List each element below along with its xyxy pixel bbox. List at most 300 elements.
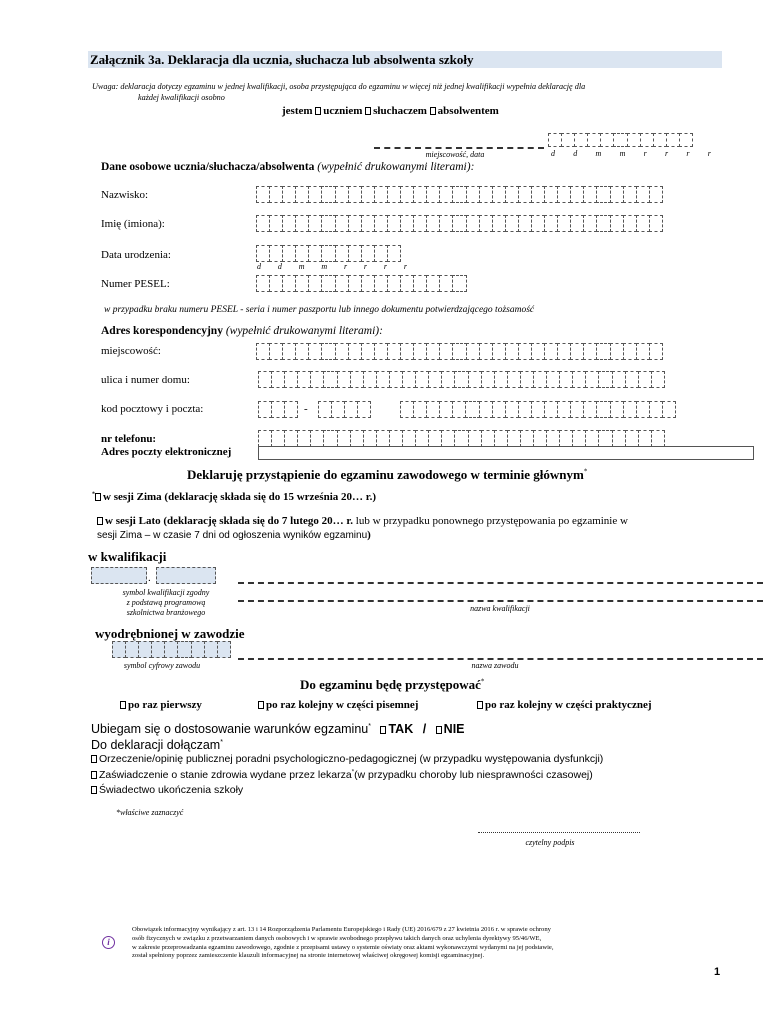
input-cell[interactable] (400, 215, 414, 232)
input-cell[interactable] (649, 215, 663, 232)
input-cell[interactable] (426, 401, 440, 418)
attachment-2: Zaświadczenie o stanie zdrowia wydane przez lekarza*(w przypadku choroby lub niesprawności czasowej) (91, 769, 593, 781)
postal-separator: - (304, 403, 308, 415)
input-cell[interactable] (413, 186, 427, 203)
input-cell[interactable] (466, 215, 480, 232)
profession-symbol-label: symbol cyfrowy zawodu (123, 661, 201, 670)
input-cell[interactable] (570, 186, 584, 203)
input-cell[interactable] (308, 245, 322, 262)
input-cell[interactable] (258, 430, 272, 447)
input-cell[interactable] (466, 186, 480, 203)
pesel-note: w przypadku braku numeru PESEL - seria i numer paszportu lub innego dokumentu potwierdzającego tożsamość (104, 305, 535, 315)
postal-code-part2[interactable] (318, 401, 370, 418)
input-cell[interactable] (479, 215, 493, 232)
input-cell[interactable] (481, 430, 495, 447)
attachment-1: Orzeczenie/opinię publicznej poradni psychologiczno-pedagogicznej (w przypadku występowania dysfunkcji) (91, 753, 603, 765)
post-office-input[interactable] (400, 401, 675, 418)
input-cell[interactable] (282, 245, 296, 262)
input-cell[interactable] (651, 430, 665, 447)
input-cell[interactable] (492, 343, 506, 360)
input-cell[interactable] (387, 275, 401, 292)
input-cell[interactable] (310, 430, 324, 447)
input-cell[interactable] (531, 186, 545, 203)
signature-label: czytelny podpis (525, 838, 575, 847)
note-line-2: każdej kwalifikacji osobno (138, 93, 225, 102)
qual-name-label: nazwa kwalifikacji (470, 604, 530, 613)
input-cell[interactable] (295, 275, 309, 292)
input-cell[interactable] (625, 371, 639, 388)
input-cell[interactable] (318, 401, 332, 418)
input-cell[interactable] (284, 401, 298, 418)
input-cell[interactable] (376, 371, 390, 388)
input-cell[interactable] (625, 430, 639, 447)
input-cell[interactable] (337, 371, 351, 388)
birth-label: Data urodzenia: (101, 249, 171, 261)
birth-letters: d d m m r r r r (257, 262, 407, 271)
input-cell[interactable] (452, 275, 466, 292)
checkbox-practical[interactable] (477, 701, 483, 709)
input-cell[interactable] (361, 245, 375, 262)
input-cell[interactable] (452, 401, 466, 418)
input-cell[interactable] (585, 371, 599, 388)
input-cell[interactable] (559, 371, 573, 388)
exam-option-written: po raz kolejny w części pisemnej (258, 699, 418, 711)
exam-heading: Do egzaminu będę przystępować* (300, 677, 485, 692)
input-cell[interactable] (335, 275, 349, 292)
input-cell[interactable] (256, 186, 270, 203)
checkbox-winter[interactable] (95, 493, 101, 501)
input-cell[interactable] (357, 401, 371, 418)
profession-symbol-input[interactable] (112, 641, 230, 658)
input-cell[interactable] (441, 430, 455, 447)
input-cell[interactable] (413, 275, 427, 292)
input-cell[interactable] (256, 343, 270, 360)
input-cell[interactable] (570, 215, 584, 232)
input-cell[interactable] (295, 186, 309, 203)
status-graduate: absolwentem (437, 105, 499, 117)
input-cell[interactable] (297, 371, 311, 388)
qual-symbol-box1[interactable] (91, 567, 147, 584)
input-cell[interactable] (164, 641, 178, 658)
input-cell[interactable] (363, 371, 377, 388)
checkbox-student[interactable] (315, 107, 321, 115)
address-header: Adres korespondencyjny (wypełnić drukowanymi literami): (101, 325, 383, 337)
input-cell[interactable] (282, 275, 296, 292)
input-cell[interactable] (389, 430, 403, 447)
input-cell[interactable] (323, 371, 337, 388)
input-cell[interactable] (426, 343, 440, 360)
input-cell[interactable] (269, 186, 283, 203)
email-label: Adres poczty elektronicznej (101, 446, 232, 458)
input-cell[interactable] (344, 401, 358, 418)
checkbox-summer[interactable] (97, 517, 103, 525)
input-cell[interactable] (544, 186, 558, 203)
status-student: uczniem (323, 105, 363, 117)
input-cell[interactable] (598, 371, 612, 388)
input-cell[interactable] (112, 641, 126, 658)
qual-name-line2[interactable] (238, 600, 763, 602)
input-cell[interactable] (284, 371, 298, 388)
input-cell[interactable] (308, 215, 322, 232)
checkbox-adjust-yes[interactable] (380, 726, 386, 734)
input-cell[interactable] (452, 215, 466, 232)
input-cell[interactable] (559, 430, 573, 447)
input-cell[interactable] (177, 641, 191, 658)
input-cell[interactable] (335, 215, 349, 232)
input-cell[interactable] (256, 215, 270, 232)
input-cell[interactable] (636, 401, 650, 418)
input-cell[interactable] (623, 215, 637, 232)
input-cell[interactable] (636, 343, 650, 360)
qual-symbol-label: symbol kwalifikacji zgodny z podstawą programową szkolnictwa branżowego (122, 588, 210, 617)
input-cell[interactable] (361, 275, 375, 292)
input-cell[interactable] (583, 343, 597, 360)
input-cell[interactable] (596, 401, 610, 418)
input-cell[interactable] (125, 641, 139, 658)
input-cell[interactable] (479, 401, 493, 418)
input-cell[interactable] (374, 275, 388, 292)
phone-label: nr telefonu: (101, 433, 157, 445)
input-cell[interactable] (191, 641, 205, 658)
checkbox-first[interactable] (120, 701, 126, 709)
email-input[interactable] (258, 446, 754, 460)
input-cell[interactable] (507, 430, 521, 447)
pesel-label: Numer PESEL: (101, 278, 170, 290)
input-cell[interactable] (662, 401, 676, 418)
input-cell[interactable] (479, 186, 493, 203)
input-cell[interactable] (271, 430, 285, 447)
input-cell[interactable] (217, 641, 231, 658)
session-summer-line2: sesji Zima – w czasie 7 dni od ogłoszenia wyników egzaminu) (97, 529, 371, 541)
qual-dot: . (148, 572, 151, 584)
qual-name-line1[interactable] (238, 582, 763, 584)
input-cell[interactable] (585, 430, 599, 447)
input-cell[interactable] (387, 215, 401, 232)
input-cell[interactable] (531, 343, 545, 360)
input-cell[interactable] (256, 245, 270, 262)
input-cell[interactable] (151, 641, 165, 658)
input-cell[interactable] (439, 343, 453, 360)
date-letters: d d m m r r r r (551, 149, 711, 158)
personal-header: Dane osobowe ucznia/słuchacza/absolwenta (wypełnić drukowanymi literami): (101, 161, 475, 173)
input-cell[interactable] (651, 371, 665, 388)
input-cell[interactable] (649, 186, 663, 203)
input-cell[interactable] (321, 343, 335, 360)
postal-code-part1[interactable] (258, 401, 297, 418)
input-cell[interactable] (520, 430, 534, 447)
postal-label: kod pocztowy i poczta: (101, 403, 204, 415)
input-cell[interactable] (413, 343, 427, 360)
input-cell[interactable] (439, 401, 453, 418)
exam-option-practical: po raz kolejny w części praktycznej (477, 699, 652, 711)
input-cell[interactable] (518, 186, 532, 203)
input-cell[interactable] (518, 215, 532, 232)
input-cell[interactable] (258, 401, 272, 418)
input-cell[interactable] (415, 371, 429, 388)
input-cell[interactable] (610, 186, 624, 203)
input-cell[interactable] (452, 186, 466, 203)
input-cell[interactable] (258, 371, 272, 388)
input-cell[interactable] (374, 215, 388, 232)
input-cell[interactable] (557, 343, 571, 360)
input-cell[interactable] (479, 343, 493, 360)
note-line-1: Uwaga: deklaracja dotyczy egzaminu w jednej kwalifikacji, osoba przystępująca do egzaminu w więcej niż jednej kwalifikacji wypełnia deklarację dla (92, 82, 586, 91)
input-cell[interactable] (505, 186, 519, 203)
input-cell[interactable] (596, 343, 610, 360)
input-cell[interactable] (612, 371, 626, 388)
exam-option-first: po raz pierwszy (120, 699, 202, 711)
input-cell[interactable] (321, 245, 335, 262)
input-cell[interactable] (583, 215, 597, 232)
input-cell[interactable] (361, 343, 375, 360)
input-cell[interactable] (256, 275, 270, 292)
input-cell[interactable] (583, 186, 597, 203)
input-cell[interactable] (468, 430, 482, 447)
checkbox-attachment-2[interactable] (91, 771, 97, 779)
input-cell[interactable] (454, 430, 468, 447)
input-cell[interactable] (494, 371, 508, 388)
input-cell[interactable] (492, 401, 506, 418)
status-prefix: jestem (282, 105, 313, 117)
checkbox-adjust-no[interactable] (436, 726, 442, 734)
checkbox-graduate[interactable] (430, 107, 436, 115)
input-cell[interactable] (492, 215, 506, 232)
input-cell[interactable] (494, 430, 508, 447)
input-cell[interactable] (350, 371, 364, 388)
input-cell[interactable] (374, 186, 388, 203)
checkbox-written[interactable] (258, 701, 264, 709)
input-cell[interactable] (402, 430, 416, 447)
input-cell[interactable] (413, 401, 427, 418)
input-cell[interactable] (533, 430, 547, 447)
input-cell[interactable] (297, 430, 311, 447)
input-cell[interactable] (413, 215, 427, 232)
input-cell[interactable] (310, 371, 324, 388)
names-input[interactable] (256, 215, 662, 232)
input-cell[interactable] (439, 186, 453, 203)
input-cell[interactable] (284, 430, 298, 447)
page-number: 1 (714, 966, 721, 978)
input-cell[interactable] (426, 186, 440, 203)
input-cell[interactable] (557, 401, 571, 418)
signature-line[interactable] (478, 832, 640, 833)
input-cell[interactable] (363, 430, 377, 447)
input-cell[interactable] (557, 215, 571, 232)
input-cell[interactable] (138, 641, 152, 658)
surname-input[interactable] (256, 186, 662, 203)
input-cell[interactable] (636, 186, 650, 203)
input-cell[interactable] (465, 401, 479, 418)
birth-input[interactable] (256, 245, 400, 262)
input-cell[interactable] (295, 215, 309, 232)
attachment-3: Świadectwo ukończenia szkoły (91, 784, 243, 796)
input-cell[interactable] (531, 215, 545, 232)
input-cell[interactable] (596, 215, 610, 232)
input-cell[interactable] (570, 343, 584, 360)
input-cell[interactable] (546, 430, 560, 447)
input-cell[interactable] (321, 186, 335, 203)
input-cell[interactable] (335, 343, 349, 360)
input-cell[interactable] (638, 430, 652, 447)
input-cell[interactable] (323, 430, 337, 447)
input-cell[interactable] (623, 186, 637, 203)
input-cell[interactable] (374, 245, 388, 262)
input-cell[interactable] (439, 275, 453, 292)
input-cell[interactable] (610, 215, 624, 232)
attach-heading: Do deklaracji dołączam* (91, 738, 223, 752)
input-cell[interactable] (441, 371, 455, 388)
input-cell[interactable] (269, 275, 283, 292)
input-cell[interactable] (426, 215, 440, 232)
input-cell[interactable] (361, 215, 375, 232)
input-cell[interactable] (598, 430, 612, 447)
input-cell[interactable] (348, 343, 362, 360)
input-cell[interactable] (361, 186, 375, 203)
place-date-line[interactable] (374, 147, 544, 149)
input-cell[interactable] (544, 401, 558, 418)
input-cell[interactable] (610, 401, 624, 418)
input-cell[interactable] (400, 186, 414, 203)
input-cell[interactable] (400, 275, 414, 292)
input-cell[interactable] (415, 430, 429, 447)
input-cell[interactable] (428, 430, 442, 447)
checkbox-attachment-3[interactable] (91, 786, 97, 794)
input-cell[interactable] (321, 215, 335, 232)
input-cell[interactable] (295, 245, 309, 262)
input-cell[interactable] (649, 343, 663, 360)
input-cell[interactable] (428, 371, 442, 388)
input-cell[interactable] (348, 186, 362, 203)
input-cell[interactable] (452, 343, 466, 360)
input-cell[interactable] (612, 430, 626, 447)
input-cell[interactable] (387, 343, 401, 360)
input-cell[interactable] (557, 186, 571, 203)
profession-name-line[interactable] (238, 658, 763, 660)
input-cell[interactable] (533, 371, 547, 388)
input-cell[interactable] (389, 371, 403, 388)
input-cell[interactable] (271, 401, 285, 418)
status-line (282, 105, 499, 117)
input-cell[interactable] (269, 245, 283, 262)
phone-input[interactable] (258, 430, 664, 447)
input-cell[interactable] (544, 215, 558, 232)
adjust-line: Ubiegam się o dostosowanie warunków egzaminu* TAK / NIE (91, 722, 465, 736)
input-cell[interactable] (638, 371, 652, 388)
input-cell[interactable] (269, 343, 283, 360)
input-cell[interactable] (572, 371, 586, 388)
city-input[interactable] (256, 343, 662, 360)
input-cell[interactable] (335, 245, 349, 262)
input-cell[interactable] (295, 343, 309, 360)
info-block: Obowiązek informacyjny wynikający z art. 13 i 14 Rozporządzenia Parlamentu Europejskiego i Rady (UE) 2016/679 z 27 kwietnia 2016 r. w sprawie ochrony osób fizycznych w związku z przetwarzaniem danych osobowych i w sprawie swobodnego przepływu takich danych oraz uchylenia dyrektywy 95/46/WE, w zakresie przeprowadzania egzaminu zawodowego, zgodnie z przepisami ustawy o systemie oświaty oraz aktami wykonawczymi wydanymi na jej podstawie, został spełniony poprzez zamieszczenie klauzuli informacyjnej na stronie internetowej właściwej okręgowej komisji egzaminacyjnej. (132, 926, 554, 960)
input-cell[interactable] (308, 343, 322, 360)
input-cell[interactable] (505, 215, 519, 232)
input-cell[interactable] (335, 186, 349, 203)
input-cell[interactable] (350, 430, 364, 447)
input-cell[interactable] (623, 343, 637, 360)
pesel-input[interactable] (256, 275, 466, 292)
input-cell[interactable] (308, 186, 322, 203)
input-cell[interactable] (610, 343, 624, 360)
input-cell[interactable] (596, 186, 610, 203)
input-cell[interactable] (374, 343, 388, 360)
input-cell[interactable] (439, 215, 453, 232)
names-label: Imię (imiona): (101, 218, 165, 230)
input-cell[interactable] (376, 430, 390, 447)
qual-symbol-box2[interactable] (156, 567, 216, 584)
session-winter: * w sesji Zima (deklarację składa się do 15 września 20… r.) (92, 491, 377, 503)
qualification-label: w kwalifikacji (88, 549, 167, 564)
input-cell[interactable] (348, 215, 362, 232)
input-cell[interactable] (269, 215, 283, 232)
input-cell[interactable] (348, 245, 362, 262)
input-cell[interactable] (271, 371, 285, 388)
input-cell[interactable] (507, 371, 521, 388)
place-date-label: miejscowość, data (425, 150, 485, 159)
input-cell[interactable] (402, 371, 416, 388)
input-cell[interactable] (636, 215, 650, 232)
input-cell[interactable] (466, 343, 480, 360)
info-icon: i (102, 936, 115, 949)
input-cell[interactable] (331, 401, 345, 418)
street-input[interactable] (258, 371, 664, 388)
profession-label: wyodrębnionej w zawodzie (95, 626, 245, 641)
input-cell[interactable] (348, 275, 362, 292)
street-label: ulica i numer domu: (101, 374, 190, 386)
input-cell[interactable] (583, 401, 597, 418)
status-listener: słuchaczem (373, 105, 427, 117)
input-cell[interactable] (282, 215, 296, 232)
input-cell[interactable] (204, 641, 218, 658)
input-cell[interactable] (481, 371, 495, 388)
input-cell[interactable] (282, 343, 296, 360)
city-label: miejscowość: (101, 345, 161, 357)
input-cell[interactable] (531, 401, 545, 418)
input-cell[interactable] (492, 186, 506, 203)
input-cell[interactable] (505, 343, 519, 360)
input-cell[interactable] (387, 186, 401, 203)
input-cell[interactable] (518, 343, 532, 360)
input-cell[interactable] (454, 371, 468, 388)
input-cell[interactable] (520, 371, 534, 388)
input-cell[interactable] (308, 275, 322, 292)
input-cell[interactable] (623, 401, 637, 418)
input-cell[interactable] (572, 430, 586, 447)
input-cell[interactable] (426, 275, 440, 292)
input-cell[interactable] (505, 401, 519, 418)
input-cell[interactable] (570, 401, 584, 418)
input-cell[interactable] (337, 430, 351, 447)
input-cell[interactable] (282, 186, 296, 203)
checkbox-listener[interactable] (365, 107, 371, 115)
date-boxes[interactable] (548, 133, 692, 147)
profession-name-label: nazwa zawodu (471, 661, 519, 670)
input-cell[interactable] (649, 401, 663, 418)
input-cell[interactable] (321, 275, 335, 292)
input-cell[interactable] (400, 401, 414, 418)
declare-heading: Deklaruję przystąpienie do egzaminu zawodowego w terminie głównym* (187, 467, 588, 482)
input-cell[interactable] (387, 245, 401, 262)
star-note: *właściwe zaznaczyć (116, 808, 184, 817)
input-cell[interactable] (400, 343, 414, 360)
input-cell[interactable] (546, 371, 560, 388)
input-cell[interactable] (518, 401, 532, 418)
input-cell[interactable] (544, 343, 558, 360)
checkbox-attachment-1[interactable] (91, 755, 97, 763)
input-cell[interactable] (468, 371, 482, 388)
surname-label: Nazwisko: (101, 189, 149, 201)
page-title: Załącznik 3a. Deklaracja dla ucznia, słuchacza lub absolwenta szkoły (88, 51, 722, 68)
